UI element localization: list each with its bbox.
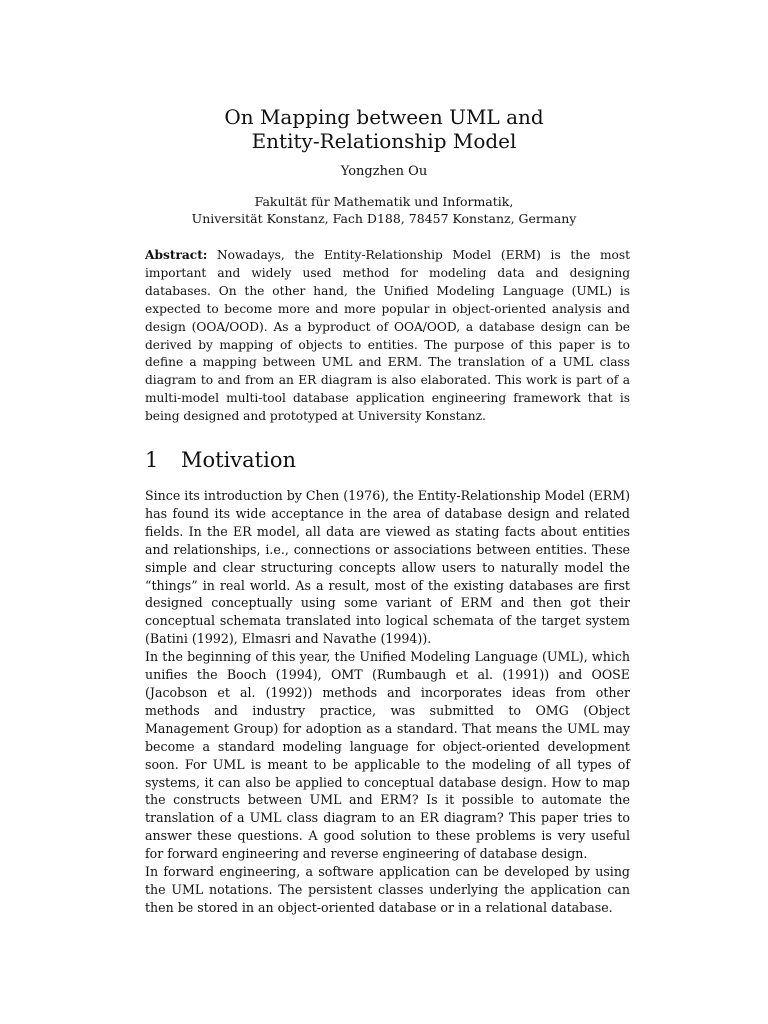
body-paragraph-2: In the beginning of this year, the Unified Modeling Language (UML), which unifies the Booch (1994), OMT (Rumbaugh et al. (1991)) and OOSE (Jacobson et al. (1992)) methods and incorporates ideas from other methods and industry practice, was submitted to OMG (Object Management Group) for adoption as a standard. That means the UML may become a standard modeling language for object-oriented development soon. For UML is meant to be applicable to the modeling of all types of systems, it can also be applied to conceptual database design. How to map the constructs between UML and ERM? Is it possible to automate the translation of a UML class diagram to an ER diagram? This paper tries to answer these questions. A good solution to these problems is very useful for forward engineering and reverse engineering of database design. (145, 649, 630, 862)
body-paragraph-3: In forward engineering, a software application can be developed by using the UML notations. The persistent classes underlying the application can then be stored in an object-oriented database or in a relational database. (145, 864, 630, 915)
affiliation-line-2: Universität Konstanz, Fach D188, 78457 Konstanz, Germany (191, 211, 577, 226)
body-paragraph-1: Since its introduction by Chen (1976), the Entity-Relationship Model (ERM) has found its wide acceptance in the area of database design and related fields. In the ER model, all data are viewed as stating facts about entities and relationships, i.e., connections or associations between entities. These simple and clear structuring concepts allow users to naturally model the “things” in real world. As a result, most of the existing databases are first designed conceptually using some variant of ERM and then got their conceptual schemata translated into logical schemata of the target system (Batini (1992), Elmasri and Navathe (1994)). (145, 488, 630, 647)
section-number: 1 (145, 448, 159, 472)
section-body (145, 487, 630, 917)
title-line-2: Entity-Relationship Model (251, 129, 517, 153)
abstract (145, 247, 630, 426)
affiliation-line-1: Fakultät für Mathematik und Informatik, (254, 194, 514, 209)
title-line-1: On Mapping between UML and (224, 105, 544, 129)
section-heading (145, 446, 296, 474)
section-title: Motivation (181, 448, 297, 472)
abstract-text: Nowadays, the Entity-Relationship Model (ERM) is the most important and widely used method for modeling data and designing databases. On the other hand, the Unified Modeling Language (UML) is expected to become more and more popular in object-oriented analysis and design (OOA/OOD). As a byproduct of OOA/OOD, a database design can be derived by mapping of objects to entities. The purpose of this paper is to define a mapping between UML and ERM. The translation of a UML class diagram to and from an ER diagram is also elaborated. This work is part of a multi-model multi-tool database application engineering framework that is being designed and prototyped at University Konstanz. (145, 248, 631, 424)
abstract-label: Abstract: (145, 248, 208, 262)
author-name: Yongzhen Ou (340, 164, 428, 179)
